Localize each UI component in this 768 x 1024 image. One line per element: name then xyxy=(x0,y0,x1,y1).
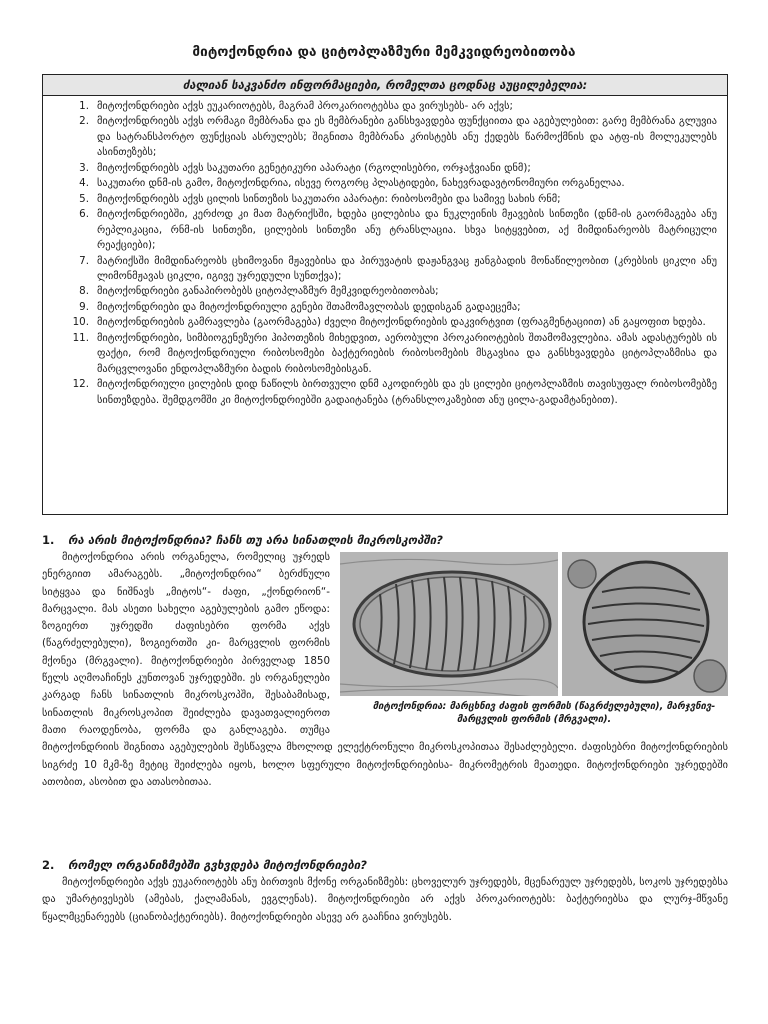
fact-number: 7. xyxy=(79,254,89,267)
facts-list xyxy=(43,96,727,408)
section-2-question xyxy=(42,857,728,874)
fact-number: 4. xyxy=(79,177,89,190)
fact-text: მიტოქონდრიები განაპირობებს ციტოპლაზმურ მემკვიდრეობითობას; xyxy=(97,285,439,298)
fact-text: მიტოქონდრიების გამრავლება (გაორმაგება) ძველი მიტოქონდრიების დაკვირტვით (ფრაგმენტაციით) ან გაყოფით ხდება. xyxy=(97,316,706,329)
fact-number: 10. xyxy=(72,316,89,329)
fact-item xyxy=(53,254,717,285)
fact-item xyxy=(53,377,717,408)
fact-text: მიტოქონდრიები და მიტოქონდრიული გენები შთამომავლობას დედისგან გადაეცემა; xyxy=(97,300,521,313)
fact-item xyxy=(53,300,717,315)
fact-number: 5. xyxy=(79,192,89,205)
fact-item xyxy=(53,114,717,160)
fact-text: მიტოქონდრიები, სიმბიოგენეზური ჰიპოთეზის მიხედვით, აერობული პროკარიოტების შთამომავლებია. ამას ადასტურებს ის ფაქტი, რომ მიტოქონდრიული რიბოსომები ბაქტერიების რიბოსომების მსგავსია და განსხვავდება ციტოპლაზმისა და მარცვლოვანი ენდოპლაზმური ბადის რიბოსომებისგან. xyxy=(97,331,717,375)
section-1-question xyxy=(42,532,728,549)
fact-item xyxy=(53,176,717,191)
micrograph-caption: მიტოქონდრია: მარცხნივ ძაფის ფორმის (წაგრძელებული), მარჯვნივ- მარცვლის ფორმის (მრგვალი). xyxy=(372,701,716,725)
fact-number: 1. xyxy=(79,100,89,112)
fact-number: 12. xyxy=(72,378,89,391)
fact-text: მიტოქონდრიებს აქვს ორმაგი მემბრანა და ეს მემბრანები განსხვავდება ფუნქციითა და აგებულებით: გარე მემბრანა გლუვია და სატრანსპორტო ფუნქციას ასრულებს; შიგნითა მემბრანა კრისტებს ანუ ქედებს წარმოქმნის და ატფ-ის მოლეკულებს ასინთეზებს; xyxy=(97,115,717,159)
fact-item xyxy=(53,315,717,330)
fact-number: 9. xyxy=(79,300,89,313)
key-info-box xyxy=(42,74,728,515)
fact-text: მიტოქონდრიებს აქვს საკუთარი გენეტიკური აპარატი (რგოლისებრი, ორჯაჭვიანი დნმ); xyxy=(97,161,531,174)
section-1 xyxy=(42,532,728,791)
info-box-header: ძალიან საკვანძო ინფორმაციები, რომელთა ცოდნაც აუცილებელია: xyxy=(43,75,727,96)
fact-number: 11. xyxy=(72,331,89,344)
section-2-number: 2. xyxy=(42,858,55,872)
elongated-mitochondrion-micrograph xyxy=(340,552,558,696)
section-1-question-text: რა არის მიტოქონდრია? ჩანს თუ არა სინათლის მიკროსკოპში? xyxy=(68,533,443,547)
fact-text: მიტოქონდრიებში, კერძოდ კი მათ მატრიქსში, ხდება ცილებისა და ნუკლეინის მჟავების სინთეზი (დნმ-ის გაორმაგება ანუ რეპლიკაცია, რნმ-ის სინთეზი, ცილების სინთეზი ანუ ტრანსლაცია. სხვა სიტყვებით, აქ მიმდინარეობს მატრიცული რეაქციები); xyxy=(97,208,717,252)
fact-item xyxy=(53,207,717,253)
section-1-paragraph: მიტოქონდრია არის ორგანელა, რომელიც უჯრედს ენერგიით ამარაგებს. „მიტოქონდრია“ ბერძნული სიტყვაა და ნიშნავს „მიტოს“- ძაფი, „ქონდრიონ“- მარცვალი. მას ასეთი სახელი აგებულების გამო ეწოდა: ზოგიერთ უჯრედში ძაფისებრი ფორმა აქვს (წაგრძელებული), ზოგიერთში კი- მარცვლის ფორმის მქონეა (მრგვალი). მიტოქონდრიები პირველად 1850 წელს აღმოაჩინეს კუნთოვან უჯრედებში. ეს ორგანელები კარგად ჩანს სინათლის მიკროსკოპში, შესაბამისად, სინათლის მიკროსკოპით შეიძლება დავათვალიეროთ მათი რაოდენობა, ფორმა და განლაგება. თუმცა მიტოქონდრიის შიგნითა აგებულების შესწავლა მხოლოდ ელექტრონული მიკროსკოპითაა შესაძლებელი. ძაფისებრი მიტოქონდრიების სიგრძე 10 მკმ-ზე მეტიც შეიძლება იყოს, ხოლო სფერული მიტოქონდრიებისა- მიკრომეტრის მეათედი. მიტოქონდრიები უჯრედებში ათობით, ასობით და ათასობითაა. xyxy=(42,551,728,788)
fact-item xyxy=(53,284,717,299)
fact-item xyxy=(53,331,717,377)
section-1-body xyxy=(42,549,728,791)
fact-number: 3. xyxy=(79,161,89,174)
fact-number: 8. xyxy=(79,285,89,298)
round-mitochondrion-micrograph xyxy=(562,552,728,696)
page-title: მიტოქონდრია და ციტოპლაზმური მემკვიდრეობითობა xyxy=(192,44,576,60)
section-2 xyxy=(42,857,728,926)
fact-number: 2. xyxy=(79,115,89,128)
fact-text: მიტოქონდრიული ცილების დიდ ნაწილს ბირთვული დნმ აკოდირებს და ეს ცილები ციტოპლაზმის თავისუფალ რიბოსომებზე სინთეზდება. შემდგომში კი მიტოქონდრიებში გადაიტანება (ტრანსლოკაზებით ანუ ცილა-გადამტანებით). xyxy=(97,378,717,406)
fact-text: მიტოქონდრიები აქვს ეუკარიოტებს, მაგრამ პროკარიოტებსა და ვირუსებს- არ აქვს; xyxy=(97,100,513,112)
section-1-number: 1. xyxy=(42,533,55,547)
fact-item xyxy=(53,99,717,114)
section-2-question-text: რომელ ორგანიზმებში გვხვდება მიტოქონდრიები? xyxy=(68,858,367,872)
fact-item xyxy=(53,192,717,207)
fact-item xyxy=(53,161,717,176)
fact-number: 6. xyxy=(79,208,89,221)
fact-text: საკუთარი დნმ-ის გამო, მიტოქონდრია, ისევე როგორც პლასტიდები, ნახევრადავტონომიური ორგანელაა. xyxy=(97,177,625,190)
fact-text: მატრიქსში მიმდინარეობს ცხიმოვანი მჟავებისა და პირუვატის დაჟანგვაც ჟანგბადის მონაწილეობით (კრებსის ციკლი ანუ ლიმონმჟავას ციკლი, იგივე უჯრედული სუნთქვა); xyxy=(97,254,717,282)
micrograph-figure xyxy=(340,552,728,726)
fact-text: მიტოქონდრიებს აქვს ცილის სინთეზის საკუთარი აპარატი: რიბოსომები და სამივე სახის რნმ; xyxy=(97,192,561,205)
section-2-paragraph: მიტოქონდრიები აქვს ეუკარიოტებს ანუ ბირთვის მქონე ორგანიზმებს: ცხოველურ უჯრედებს, მცენარეულ უჯრედებს, სოკოს უჯრედებსა და უმარტივესებს (ამებას, ქალამანას, ევგლენას). მიტოქონდრიები არ აქვს პროკარიოტებს: ბაქტერიებსა და ლურჯ-მწვანე წყალმცენარეებს (ციანობაქტერიებს). მიტოქონდრიები ასევე არ გააჩნია ვირუსებს. xyxy=(42,876,728,923)
